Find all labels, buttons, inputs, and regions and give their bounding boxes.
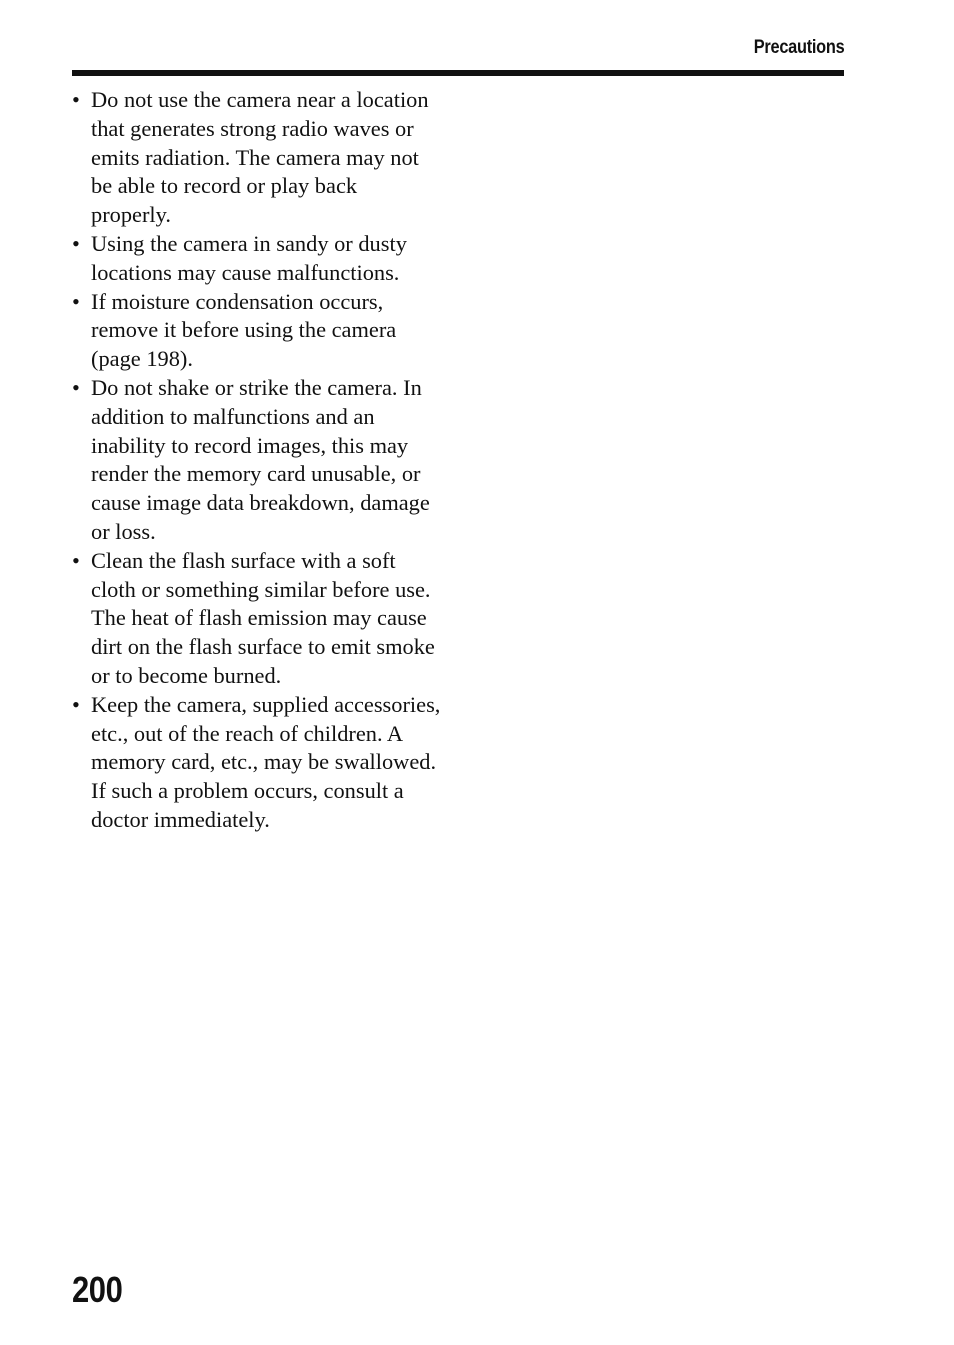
- bullet-icon: •: [72, 374, 80, 400]
- list-item: [72, 288, 442, 374]
- list-item-text: Using the camera in sandy or dusty locations may cause malfunctions.: [91, 230, 407, 285]
- bullet-icon: •: [72, 691, 80, 717]
- list-item-text: Keep the camera, supplied accessories, etc., out of the reach of children. A memory card, etc., may be swallowed. If such a problem occurs, consult a doctor immediately.: [91, 691, 441, 832]
- header-rule: [72, 70, 844, 76]
- list-item: [72, 374, 442, 547]
- list-item-text: If moisture condensation occurs, remove it before using the camera (page 198).: [91, 288, 397, 372]
- bullet-icon: •: [72, 230, 80, 256]
- bullet-icon: •: [72, 547, 80, 573]
- list-item-text: Do not use the camera near a location that generates strong radio waves or emits radiation. The camera may not be able to record or play back properly.: [91, 87, 429, 228]
- bullet-icon: •: [72, 288, 80, 314]
- list-item: [72, 86, 442, 230]
- list-item-text: Clean the flash surface with a soft cloth or something similar before use. The heat of flash emission may cause dirt on the flash surface to emit smoke or to become burned.: [91, 547, 435, 688]
- running-head-section-title: Precautions: [753, 37, 844, 58]
- precautions-bullet-list: [72, 86, 442, 835]
- list-item: [72, 230, 442, 288]
- list-item-text: Do not shake or strike the camera. In addition to malfunctions and an inability to record images, this may render the memory card unusable, or cause image data breakdown, damage or loss.: [91, 374, 430, 544]
- list-item: [72, 547, 442, 691]
- list-item: [72, 691, 442, 835]
- page-number: 200: [72, 1269, 123, 1310]
- bullet-icon: •: [72, 87, 80, 112]
